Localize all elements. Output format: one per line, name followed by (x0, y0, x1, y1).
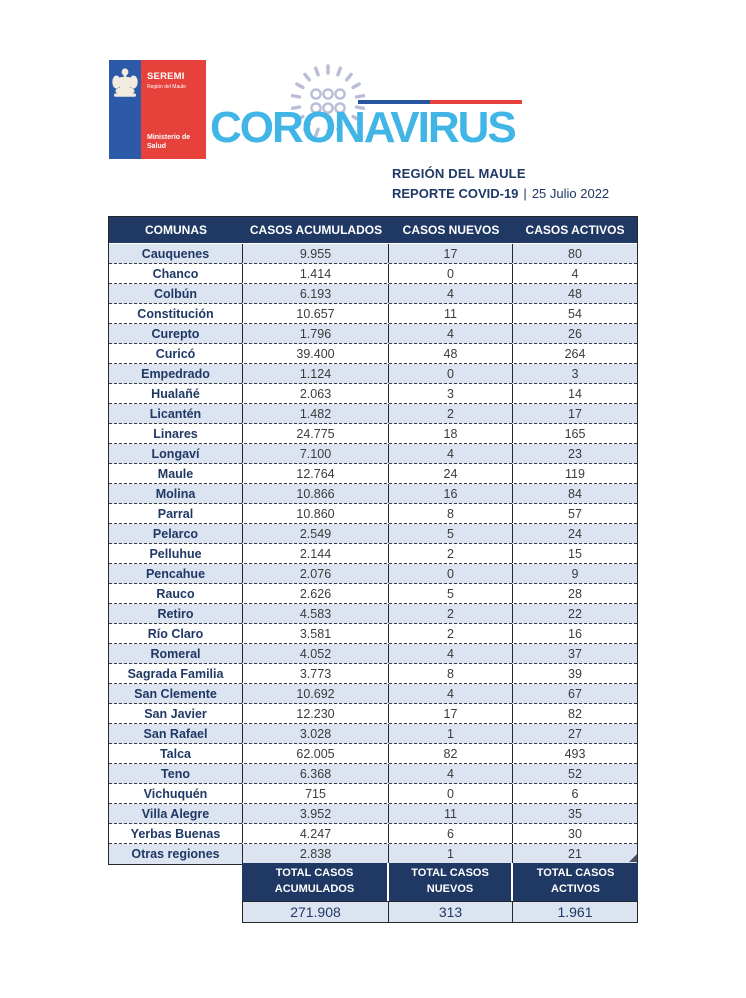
commune-name: Curicó (109, 344, 243, 363)
table-row (109, 724, 637, 744)
logo-red-band (141, 60, 206, 159)
commune-name: Pencahue (109, 564, 243, 583)
logo-seremi-label: SEREMI (147, 71, 185, 82)
commune-name: Pelarco (109, 524, 243, 543)
commune-name: San Javier (109, 704, 243, 723)
case-value: 3.028 (243, 724, 389, 743)
commune-name: Otras regiones (109, 844, 243, 864)
case-value: 82 (389, 744, 513, 763)
case-value: 0 (389, 564, 513, 583)
table-row (109, 464, 637, 484)
totals-header-nuevos (389, 863, 513, 901)
case-value: 67 (568, 686, 582, 701)
case-value: 5 (389, 524, 513, 543)
case-value: 37 (568, 646, 582, 661)
case-value: 23 (568, 446, 582, 461)
case-value: 4 (389, 444, 513, 463)
table-row (109, 484, 637, 504)
commune-name: Constitución (109, 304, 243, 323)
table-row (109, 564, 637, 584)
case-value: 10.657 (243, 304, 389, 323)
case-value: 24 (389, 464, 513, 483)
case-value: 2 (389, 604, 513, 623)
case-value: 16 (389, 484, 513, 503)
case-value: 6.368 (243, 764, 389, 783)
totals-label-line: TOTAL CASOS (536, 867, 615, 880)
case-value: 22 (568, 606, 582, 621)
column-header-nuevos: CASOS NUEVOS (402, 223, 500, 237)
commune-name: Molina (109, 484, 243, 503)
case-value: 57 (568, 506, 582, 521)
case-value: 17 (568, 406, 582, 421)
case-value: 4 (389, 644, 513, 663)
totals-label-line: ACUMULADOS (274, 883, 355, 895)
case-value: 4.583 (243, 604, 389, 623)
case-value: 2.549 (243, 524, 389, 543)
case-value: 8 (389, 504, 513, 523)
case-value: 12.764 (243, 464, 389, 483)
case-value: 17 (389, 244, 513, 263)
case-value: 1.124 (243, 364, 389, 383)
logo-region-label: Región del Maule (147, 84, 186, 90)
table-row (109, 644, 637, 664)
totals-header-acumulados (242, 863, 389, 901)
case-value: 7.100 (243, 444, 389, 463)
region-title: REGIÓN DEL MAULE (392, 166, 526, 181)
case-value: 1.414 (243, 264, 389, 283)
case-value: 165 (564, 426, 586, 441)
totals-label-line: ACTIVOS (551, 883, 600, 895)
report-subtitle (392, 186, 609, 201)
case-value: 1.482 (243, 404, 389, 423)
table-row (109, 324, 637, 344)
report-title: REPORTE COVID-19 (392, 186, 519, 201)
table-row (109, 624, 637, 644)
table-row (109, 384, 637, 404)
commune-name: Parral (109, 504, 243, 523)
commune-name: Hualañé (109, 384, 243, 403)
table-row (109, 704, 637, 724)
case-value: 11 (389, 804, 513, 823)
table-header-row (109, 217, 637, 244)
case-value: 6 (571, 786, 579, 801)
case-value: 18 (389, 424, 513, 443)
case-value: 2 (389, 404, 513, 423)
totals-label-line: TOTAL CASOS (275, 867, 354, 880)
table-row (109, 304, 637, 324)
case-value: 52 (568, 766, 582, 781)
case-value: 2.626 (243, 584, 389, 603)
table-row (109, 524, 637, 544)
commune-name: Vichuquén (109, 784, 243, 803)
commune-name: Río Claro (109, 624, 243, 643)
case-value: 3 (389, 384, 513, 403)
case-value: 48 (389, 344, 513, 363)
case-value: 35 (568, 806, 582, 821)
commune-name: San Clemente (109, 684, 243, 703)
commune-name: Pelluhue (109, 544, 243, 563)
case-value: 28 (568, 586, 582, 601)
case-value: 9 (571, 566, 579, 581)
commune-name: Romeral (109, 644, 243, 663)
case-value: 3.952 (243, 804, 389, 823)
commune-name: Sagrada Familia (109, 664, 243, 683)
table-row (109, 664, 637, 684)
commune-name: Villa Alegre (109, 804, 243, 823)
case-value: 10.692 (243, 684, 389, 703)
chile-coat-of-arms-icon (111, 67, 139, 109)
case-value: 39.400 (243, 344, 389, 363)
commune-name: Colbún (109, 284, 243, 303)
case-value: 5 (389, 584, 513, 603)
table-row (109, 364, 637, 384)
table-row (109, 604, 637, 624)
case-value: 16 (568, 626, 582, 641)
seremi-logo (109, 60, 206, 159)
case-value: 6 (389, 824, 513, 843)
cases-table (108, 216, 638, 865)
table-body (109, 244, 637, 864)
case-value: 48 (568, 286, 582, 301)
table-row (109, 444, 637, 464)
table-row (109, 764, 637, 784)
case-value: 4 (389, 764, 513, 783)
case-value: 4.247 (243, 824, 389, 843)
case-value: 21 (568, 847, 582, 861)
table-row (109, 844, 637, 864)
case-value: 0 (389, 364, 513, 383)
case-value: 30 (568, 826, 582, 841)
commune-name: Chanco (109, 264, 243, 283)
table-row (109, 264, 637, 284)
totals-values-row (242, 901, 638, 923)
case-value: 2.838 (243, 844, 389, 864)
case-value: 24 (568, 526, 582, 541)
case-value: 4 (571, 266, 579, 281)
commune-name: Cauquenes (109, 244, 243, 263)
commune-name: Longaví (109, 444, 243, 463)
case-value: 2.076 (243, 564, 389, 583)
case-value: 4 (389, 684, 513, 703)
case-value: 39 (568, 666, 582, 681)
case-value: 24.775 (243, 424, 389, 443)
case-value: 0 (389, 264, 513, 283)
table-row (109, 784, 637, 804)
table-row (109, 284, 637, 304)
case-value: 9.955 (243, 244, 389, 263)
case-value: 1 (389, 844, 513, 864)
report-date: 25 Julio 2022 (531, 186, 610, 201)
table-row (109, 824, 637, 844)
commune-name: Empedrado (109, 364, 243, 383)
case-value: 1.796 (243, 324, 389, 343)
column-header-acumulados: CASOS ACUMULADOS (249, 223, 383, 237)
selection-fill-handle (629, 854, 637, 862)
table-row (109, 424, 637, 444)
commune-name: Linares (109, 424, 243, 443)
case-value: 4 (389, 324, 513, 343)
case-value: 2.063 (243, 384, 389, 403)
case-value: 6.193 (243, 284, 389, 303)
page-title: CORONAVIRUS (210, 103, 515, 152)
total-nuevos-value: 313 (389, 902, 513, 922)
table-row (109, 584, 637, 604)
case-value: 26 (568, 326, 582, 341)
total-activos-value: 1.961 (557, 904, 593, 920)
case-value: 2 (389, 544, 513, 563)
table-row (109, 504, 637, 524)
commune-name: Maule (109, 464, 243, 483)
case-value: 2.144 (243, 544, 389, 563)
table-row (109, 244, 637, 264)
case-value: 14 (568, 386, 582, 401)
case-value: 15 (568, 546, 582, 561)
case-value: 82 (568, 706, 582, 721)
table-row (109, 804, 637, 824)
commune-name: Retiro (109, 604, 243, 623)
total-acumulados-value: 271.908 (243, 902, 389, 922)
column-header-comunas: COMUNAS (145, 223, 207, 237)
case-value: 54 (568, 306, 582, 321)
table-row (109, 344, 637, 364)
table-row (109, 544, 637, 564)
case-value: 3.773 (243, 664, 389, 683)
logo-blue-band (109, 60, 141, 159)
case-value: 2 (389, 624, 513, 643)
totals-label-line: NUEVOS (426, 883, 474, 895)
commune-name: Curepto (109, 324, 243, 343)
case-value: 12.230 (243, 704, 389, 723)
logo-ministry-label: Ministerio de Salud (147, 134, 191, 150)
table-row (109, 744, 637, 764)
case-value: 4 (389, 284, 513, 303)
divider: | (523, 186, 527, 201)
case-value: 62.005 (243, 744, 389, 763)
commune-name: Licantén (109, 404, 243, 423)
case-value: 1 (389, 724, 513, 743)
commune-name: Teno (109, 764, 243, 783)
case-value: 10.866 (243, 484, 389, 503)
totals-header-activos (513, 863, 638, 901)
case-value: 715 (243, 784, 389, 803)
commune-name: Yerbas Buenas (109, 824, 243, 843)
case-value: 264 (564, 346, 586, 361)
case-value: 493 (564, 746, 586, 761)
column-header-activos: CASOS ACTIVOS (525, 223, 625, 237)
case-value: 11 (389, 304, 513, 323)
case-value: 3.581 (243, 624, 389, 643)
case-value: 4.052 (243, 644, 389, 663)
case-value: 80 (568, 246, 582, 261)
case-value: 3 (571, 366, 579, 381)
totals-header-row (242, 863, 638, 901)
commune-name: Rauco (109, 584, 243, 603)
case-value: 0 (389, 784, 513, 803)
case-value: 10.860 (243, 504, 389, 523)
case-value: 27 (568, 726, 582, 741)
commune-name: San Rafael (109, 724, 243, 743)
case-value: 119 (565, 466, 585, 481)
case-value: 84 (568, 486, 582, 501)
case-value: 8 (389, 664, 513, 683)
table-row (109, 684, 637, 704)
case-value: 17 (389, 704, 513, 723)
commune-name: Talca (109, 744, 243, 763)
table-row (109, 404, 637, 424)
totals-label-line: TOTAL CASOS (411, 867, 489, 880)
